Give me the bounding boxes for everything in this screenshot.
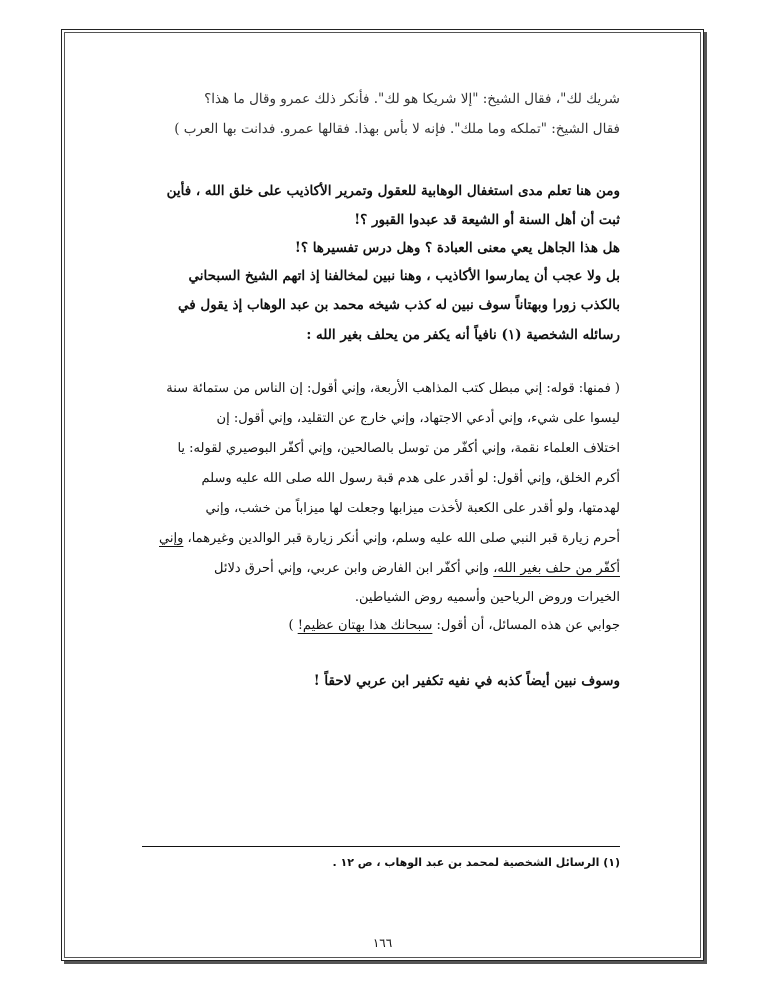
text-line: ومن هنا تعلم مدى استغفال الوهابية للعقول وتمرير الأكاذيب على خلق الله ، فأين xyxy=(166,183,620,199)
quote-text: أحرم زيارة قبر النبي صلى الله عليه وسلم، وإني أنكر زيارة قبر الوالدين وغيرهما، xyxy=(187,531,620,546)
quote-line xyxy=(142,554,620,584)
text-line: فقال الشيخ: "تملكه وما ملك". فإنه لا بأس بهذا. فقالها عمرو. فدانت بها العرب ) xyxy=(174,121,620,137)
quote-line: ( فمنها: قوله: إني مبطل كتب المذاهب الأربعة، وإني أقول: إن الناس من ستمائة سنة xyxy=(166,381,620,396)
text-line: رسائله الشخصية (١) نافياً أنه يكفر من يحلف بغير الله : xyxy=(306,327,620,343)
underlined-text: وإني xyxy=(159,531,184,546)
quote-text: وإني أكفّر ابن الفارض وابن عربي، وإني أحرق دلائل xyxy=(214,561,490,576)
page-number: ١٦٦ xyxy=(372,936,393,950)
text-line: ثبت أن أهل السنة أو الشيعة قد عبدوا القبور ؟! xyxy=(354,212,620,228)
closing-paren: ) xyxy=(288,618,294,633)
footnote: (١) الرسائل الشخصية لمحمد بن عبد الوهاب ، ص ١٢ . xyxy=(332,856,620,869)
quote-line xyxy=(142,612,620,640)
text-line: بالكذب زورا وبهتاناً سوف نبين له كذب شيخه محمد بن عبد الوهاب إذ يقول في xyxy=(178,297,620,313)
quote-text: جوابي عن هذه المسائل، أن أقول: xyxy=(436,618,620,633)
footnote-divider xyxy=(142,846,620,847)
quote-line: لهدمتها، ولو أقدر على الكعبة لأخذت ميزابها وجعلت لها ميزاباً من خشب، وإني xyxy=(205,501,620,516)
underlined-text: سبحانك هذا بهتان عظيم! xyxy=(297,618,433,633)
quote-line: أكرم الخلق، وإني أقول: لو أقدر على هدم قبة رسول الله صلى الله عليه وسلم xyxy=(201,471,620,486)
quotation-block xyxy=(142,374,620,640)
quote-line: ليسوا على شيء، وإني أدعي الاجتهاد، وإني خارج عن التقليد، وإني أقول: إن xyxy=(216,411,620,426)
text-line: شريك لك"، فقال الشيخ: "إلا شريكا هو لك". فأنكر ذلك عمرو وقال ما هذا؟ xyxy=(204,91,620,107)
text-line: هل هذا الجاهل يعي معنى العبادة ؟ وهل درس تفسيرها ؟! xyxy=(294,240,620,256)
text-line: بل ولا عجب أن يمارسوا الأكاذيب ، وهنا نبين لمخالفنا إذ اتهم الشيخ السبحاني xyxy=(188,268,620,284)
paragraph-1 xyxy=(142,84,620,144)
quote-line: اختلاف العلماء نقمة، وإني أكفّر من توسل بالصالحين، وإني أكفّر البوصيري لقوله: يا xyxy=(177,441,620,456)
underlined-text: أكفّر من حلف بغير الله، xyxy=(493,561,620,576)
closing-line: وسوف نبين أيضاً كذبه في نفيه تكفير ابن عربي لاحقاً ! xyxy=(313,673,620,689)
quote-line: الخيرات وروض الرياحين وأسميه روض الشياطين. xyxy=(354,590,620,605)
quote-line xyxy=(142,524,620,554)
page-body xyxy=(142,84,620,696)
paragraph-2 xyxy=(142,176,620,350)
